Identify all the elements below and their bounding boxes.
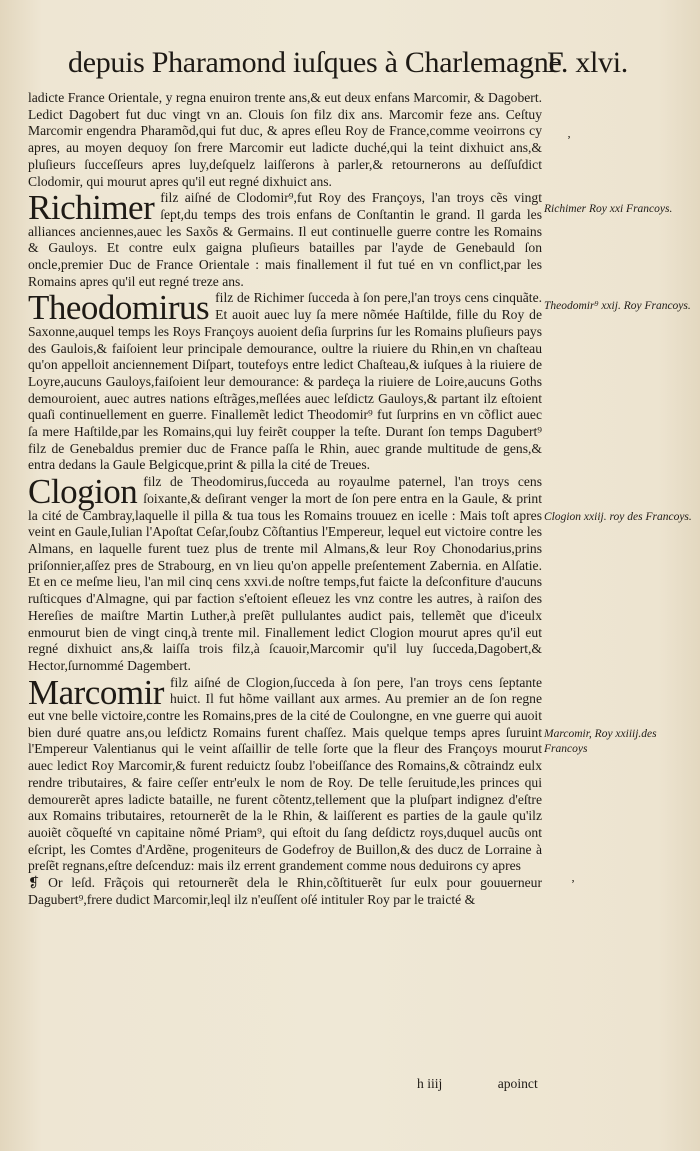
margin-note-marcomir: Marcomir, Roy xxiiij.des Francoys [544,728,657,755]
section-richimer [28,190,542,290]
section-heading-name: Clogion [28,474,138,512]
section-text: filz aiſné de Clodomir⁹,fut Roy des Françoys, l'an troys cẽs vingt ſept,du temps des trois enfans de Conſtantin le grand. Il garda les alliances anciennes,auec les Saxõs & Germains. Il eut continuelle guerre contre les Romains & Gauloys. Et contre eulx gaigna pluſieurs batailles par l'ayde de Genebauld ſon oncle,premier Duc de France Orientale : mais finallement il fut tué en vn conflict,par les Romains apres qu'il eut regné treze ans. [28,190,542,289]
section-text: filz aiſné de Clogion,ſucceda à ſon pere, l'an troys cens ſeptante huict. Il fut hõme vaillant aux armes. Au premier an de ſon regne eut vne belle victoire,contre les Romains,pres de la cité de Coulongne, en vne guerre qui auoit bien duré quatre ans,ou leſdictz Romains furent chaſſez. Mais quelque temps apres ſuruint l'Empereur Valentianus qui le veint aſſaillir de telle ſorte que la fleur des Françoys mourut auec ledict Roy Marcomir,& furent reduictz ſoubz l'obeiſſance des Romains,& cõtraindz eulx rendre tributaires, & faire ceſſer entr'eulx le nom de Roy. De telle ſeruitude,les princes qui demourerẽt apres ladicte bataille, ne furent cõtentz,tellement que la pluſpart indignez d'eſtre aux Romains tributaires, retournerẽt de la le Rhin, & laiſſerent es parties de la gaule qu'ilz auoiẽt cõqueſté vn capitaine nõmé Priam⁹, qui eſtoit du ſang deſdictz roys,duquel aucũs ont eſcript, les Comtes d'Ardẽne, progeniteurs de Godefroy de Buillon,& des ducz de Lorraine à preſẽt regnans,eſtre deſcenduz: mais ilz errent grandement comme nous deduirons cy apres [28,674,542,874]
margin-note-theodomirus: Theodomir⁹ xxij. Roy Francoys. [544,300,691,312]
section-text: filz de Richimer ſucceda à ſon pere,l'an troys cens cinquãte. Et auoit auec luy ſa mere nõmée Haſtilde, fille du Roy de Saxonne,auquel temps les Roys Françoys auoient deſia ſurprins ſur les Romains pluſieurs pays des Gaulois,& faiſoient leur principale demourance, oultre la riuiere du Rhin,en vn chaſteau qu'on appelloit anciennement Diſpart, toutefoys entre ledict Chaſteau,& iuſques à la riuiere de Loyre,aucuns Gauloys,faiſoient leur demourance: & pardeça la riuiere de Loire,aucuns Goths demouroient, auec autres nations eſtrãges,meſlées auec leſdictz Gauloys,& partant ilz eſtoient quaſi continuellement en guerre. Finallemẽt ledict Theodomir⁹ fut ſurprins en vn cõflict auec ſa mere Haſtilde,par les Romains,qui luy feirẽt coupper la teſte. Durant ſon temps Dagubert⁹ filz de Genebaldus premier duc de France paſſa le Rhin, auec grande multitude de gens,& entra dedans la Gaule Belgicque,print & pilla la cité de Treues. [28,290,542,473]
section-text: filz de Theodomirus,ſucceda au royaulme paternel, l'an troys cens ſoixante,& deſirant venger la mort de ſon pere entra en la Gaule, & print la cité de Cambray,laquelle il pilla & tua tous les Romains trouuez en icelle : Mais toſt apres veint en Gaule,Iulian l'Apoſtat Ceſar,ſoubz Cõſtantius l'Empereur, lequel eut victoire contre les Almans, en laquelle furent tuez plus de trente mil Almans,& leur Roy Chonodarius,prins priſonnier,aſſez pres de Strabourg, en vn lieu qu'on appelle preſentement Zabernia. en Alſatie. Et en ce meſme lieu, l'an mil cinq cens xxvi.de noſtre temps,fut faicte la deſconfiture d'aucuns ruſticques d'Almagne, qui par faction s'eſtoient eſleuez les vnz contre les autres, à raiſon des Hereſies de maiſtre Martin Luther,à preſẽt pullulantes audict pais, tellemẽt que d'iceulx enmourut bien de vingt cinq,à trente mil. Finallement ledict Clogion mourut apres qu'il eut regné dixhuict ans,& laiſſa trois filz,à ſcauoir,Marcomir qu'il luy ſucceda,Dagobert,& Hector,ſurnommé Dagembert. [28,474,542,673]
margin-tick-mark: ʼ [567,133,571,147]
margin-tick-mark: ʼ [571,877,575,891]
running-head [68,46,628,80]
paragraph-text: Or leſd. Frãçois qui retournerẽt dela le Rhin,cõſtituerẽt ſur eulx pour gouuerneur Dagubert⁹,frere dudict Marcomir,leql ilz n'euſſent oſé intituler Roy par le traicté & [28,875,542,907]
section-heading-name: Theodomirus [28,290,210,328]
margin-note-richimer: Richimer Roy xxi Francoys. [544,203,673,215]
catchword: apoinct [497,1076,538,1091]
intro-paragraph: ladicte France Orientale, y regna enuiron trente ans,& eut deux enfans Marcomir, & Dagobert. Ledict Dagobert fut duc vingt vn an. Clouis ſon filz dix ans. Marcomir feze ans. Ceſtuy Marcomir engendra Pharamõd,qui fut duc, & apres eſleu Roy de France,comme veoirrons cy apres, au moyen dequoy ſon frere Marcomir eut ladicte duché,qui la teint dixhuict ans,& pluſieurs ſucceſſeurs apres luy,deſquelz laiſſerons à parler,& retournerons au deſſuſdict Clodomir, qui mourut apres qu'il eut regné dixhuict ans. [28,90,542,189]
section-marcomir [28,675,542,875]
section-clogion [28,474,542,674]
paragraph-mark: ❡ [28,875,40,891]
margin-note-clogion: Clogion xxiij. roy des Francoys. [544,511,692,523]
folio-number: F. xlvi. [546,46,628,79]
running-title: depuis Pharamond iuſques à Charlemagne [68,46,562,79]
closing-paragraph [28,875,542,908]
section-heading-name: Marcomir [28,674,164,712]
signature-mark: h iiij [417,1076,443,1091]
body-text [28,90,542,908]
page-footer [417,1076,538,1092]
section-heading-name: Richimer [28,190,155,228]
section-theodomirus [28,290,542,474]
